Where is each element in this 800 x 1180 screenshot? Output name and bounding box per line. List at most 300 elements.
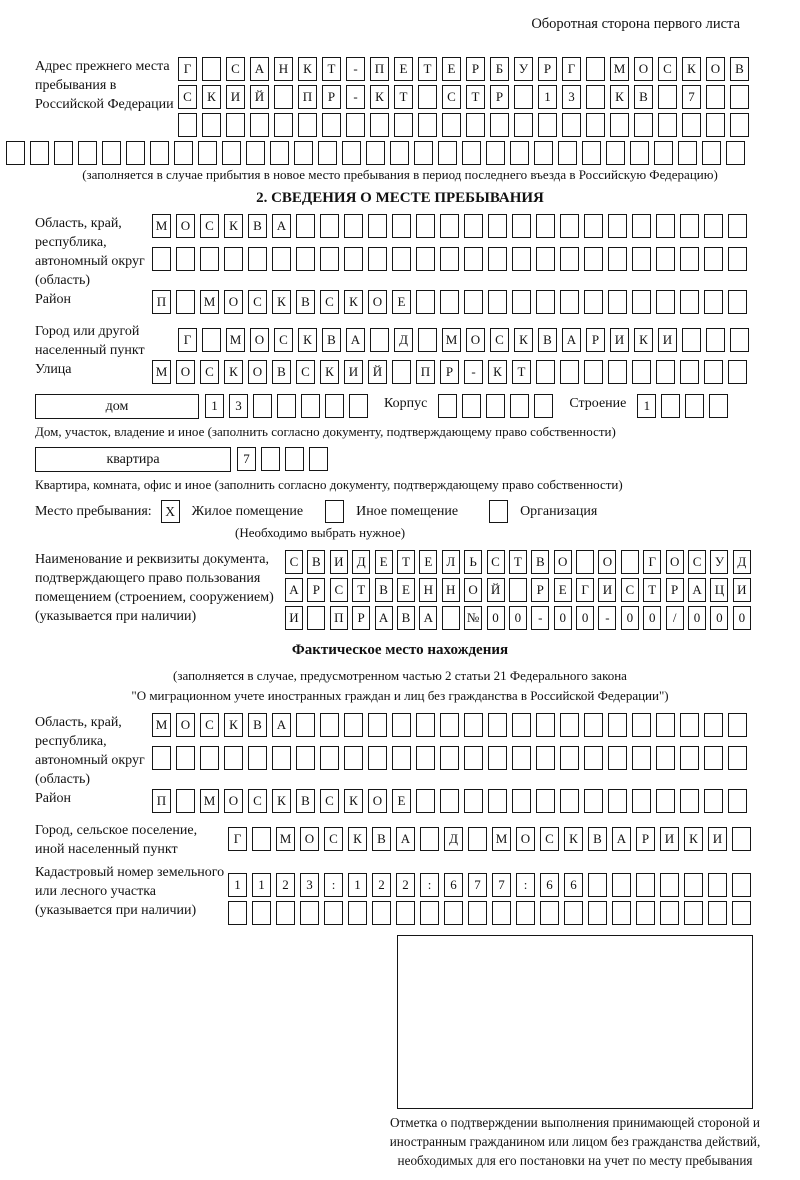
form-cell	[534, 394, 553, 418]
form-cell	[656, 214, 675, 238]
form-cell	[178, 113, 197, 137]
document-row-3	[285, 606, 765, 630]
form-cell: 3	[300, 873, 319, 897]
factual-gorod-label: Город, сельское поселение, иной населенный пункт	[35, 823, 198, 858]
form-cell	[678, 141, 697, 165]
form-cell	[325, 394, 344, 418]
form-cell: П	[298, 85, 317, 109]
form-cell	[416, 290, 435, 314]
form-cell: Е	[419, 550, 437, 574]
form-cell: 0	[733, 606, 751, 630]
form-cell: В	[372, 827, 391, 851]
form-cell	[440, 290, 459, 314]
form-cell	[632, 713, 651, 737]
form-cell: К	[202, 85, 221, 109]
form-cell	[584, 290, 603, 314]
form-cell	[274, 85, 293, 109]
form-cell	[728, 713, 747, 737]
form-cell: Е	[394, 57, 413, 81]
gorod-row	[178, 328, 765, 352]
form-cell	[608, 713, 627, 737]
form-cell: 0	[710, 606, 728, 630]
form-cell: П	[330, 606, 348, 630]
form-cell: -	[346, 57, 365, 81]
form-cell: В	[307, 550, 325, 574]
form-cell	[584, 247, 603, 271]
form-cell	[488, 290, 507, 314]
form-cell: Д	[352, 550, 370, 574]
factual-title: Фактическое место нахождения	[291, 642, 509, 659]
checkbox-organizatsiya	[489, 500, 508, 523]
form-cell: Е	[442, 57, 461, 81]
form-cell	[704, 360, 723, 384]
form-cell: Т	[466, 85, 485, 109]
form-cell	[685, 394, 704, 418]
form-cell: 0	[621, 606, 639, 630]
form-cell	[252, 827, 271, 851]
form-cell	[512, 247, 531, 271]
form-cell	[704, 713, 723, 737]
form-cell: К	[320, 360, 339, 384]
form-cell: Д	[394, 328, 413, 352]
form-cell	[228, 901, 247, 925]
form-cell: В	[296, 789, 315, 813]
form-cell: В	[588, 827, 607, 851]
form-cell	[680, 290, 699, 314]
form-cell: О	[516, 827, 535, 851]
form-cell	[608, 214, 627, 238]
ulitsa-row	[152, 360, 747, 384]
oblast-row-1	[152, 214, 765, 238]
form-cell	[30, 141, 49, 165]
form-cell	[658, 113, 677, 137]
kvartira-cells	[237, 447, 328, 471]
form-cell	[704, 214, 723, 238]
form-cell: О	[300, 827, 319, 851]
form-cell: Р	[586, 328, 605, 352]
form-cell	[732, 901, 751, 925]
form-cell	[512, 746, 531, 770]
form-cell	[660, 901, 679, 925]
form-cell	[418, 113, 437, 137]
form-cell	[536, 360, 555, 384]
kadastr-row-2	[228, 901, 765, 925]
form-cell: Г	[562, 57, 581, 81]
form-cell: С	[490, 328, 509, 352]
form-cell	[684, 901, 703, 925]
form-cell	[708, 873, 727, 897]
form-cell: С	[324, 827, 343, 851]
form-cell	[488, 214, 507, 238]
form-cell	[418, 328, 437, 352]
form-cell	[680, 789, 699, 813]
form-cell: С	[226, 57, 245, 81]
form-cell	[344, 713, 363, 737]
form-cell	[588, 901, 607, 925]
form-cell	[560, 789, 579, 813]
gorod-label: Город или другой населенный пункт	[35, 324, 145, 359]
form-cell: К	[272, 290, 291, 314]
form-cell	[416, 713, 435, 737]
form-cell: 1	[637, 394, 656, 418]
form-cell	[728, 746, 747, 770]
form-cell: -	[464, 360, 483, 384]
form-cell	[728, 290, 747, 314]
form-cell: О	[248, 360, 267, 384]
form-cell	[248, 247, 267, 271]
form-cell	[440, 746, 459, 770]
form-cell: 2	[396, 873, 415, 897]
form-cell	[709, 394, 728, 418]
form-cell	[702, 141, 721, 165]
form-cell: 2	[372, 873, 391, 897]
form-cell: Р	[466, 57, 485, 81]
option-organizatsiya-label: Организация	[520, 503, 598, 519]
form-cell	[296, 214, 315, 238]
form-cell	[272, 746, 291, 770]
form-cell: М	[152, 360, 171, 384]
form-cell	[440, 789, 459, 813]
form-cell	[468, 901, 487, 925]
section2-title: 2. СВЕДЕНИЯ О МЕСТЕ ПРЕБЫВАНИЯ	[256, 190, 544, 206]
form-cell	[488, 789, 507, 813]
form-cell: О	[368, 290, 387, 314]
form-cell	[732, 827, 751, 851]
form-cell: С	[442, 85, 461, 109]
form-cell	[704, 247, 723, 271]
kvartira-caption: Квартира, комната, офис и иное (заполнить согласно документу, подтверждающему право собственности)	[35, 477, 623, 493]
form-cell	[200, 247, 219, 271]
form-cell: Е	[397, 578, 415, 602]
form-cell	[6, 141, 25, 165]
form-cell	[584, 713, 603, 737]
form-cell: К	[224, 214, 243, 238]
form-cell	[654, 141, 673, 165]
form-cell	[680, 247, 699, 271]
form-cell: С	[285, 550, 303, 574]
prev-address-row-3	[178, 113, 765, 137]
kadastr-row-1	[228, 873, 765, 897]
form-cell: 0	[688, 606, 706, 630]
form-cell	[420, 901, 439, 925]
form-cell	[490, 113, 509, 137]
form-cell: Т	[509, 550, 527, 574]
form-cell	[440, 713, 459, 737]
form-cell	[660, 873, 679, 897]
form-cell	[706, 113, 725, 137]
form-cell	[438, 141, 457, 165]
form-cell: И	[660, 827, 679, 851]
form-cell	[368, 214, 387, 238]
form-cell: И	[344, 360, 363, 384]
form-cell: К	[224, 713, 243, 737]
form-cell: Р	[636, 827, 655, 851]
rayon-block	[35, 290, 765, 318]
form-cell: Е	[375, 550, 393, 574]
form-cell	[298, 113, 317, 137]
form-cell	[512, 713, 531, 737]
form-cell	[464, 290, 483, 314]
form-cell	[560, 214, 579, 238]
form-cell	[174, 141, 193, 165]
form-cell: 0	[509, 606, 527, 630]
form-cell: О	[176, 360, 195, 384]
form-cell: Т	[643, 578, 661, 602]
form-cell	[656, 789, 675, 813]
form-cell	[516, 901, 535, 925]
form-cell: К	[344, 290, 363, 314]
form-cell: В	[730, 57, 749, 81]
form-cell: /	[666, 606, 684, 630]
form-cell: И	[658, 328, 677, 352]
form-cell: А	[612, 827, 631, 851]
form-cell	[632, 214, 651, 238]
form-cell: И	[330, 550, 348, 574]
form-cell: О	[466, 328, 485, 352]
form-cell: А	[272, 214, 291, 238]
form-cell: 1	[228, 873, 247, 897]
form-cell	[462, 394, 481, 418]
form-cell	[416, 789, 435, 813]
form-cell	[320, 746, 339, 770]
form-cell	[562, 113, 581, 137]
form-cell	[584, 746, 603, 770]
form-cell	[608, 360, 627, 384]
checkbox-inoe	[325, 500, 344, 523]
form-cell: Д	[444, 827, 463, 851]
form-cell	[444, 901, 463, 925]
form-cell: 3	[562, 85, 581, 109]
form-cell	[462, 141, 481, 165]
form-cell	[348, 901, 367, 925]
form-cell	[344, 214, 363, 238]
form-cell	[322, 113, 341, 137]
prev-address-row-2	[178, 85, 765, 109]
form-cell: И	[226, 85, 245, 109]
form-cell	[730, 85, 749, 109]
form-cell	[309, 447, 328, 471]
korpus-label: Корпус	[384, 396, 428, 412]
form-cell	[270, 141, 289, 165]
form-cell: -	[531, 606, 549, 630]
form-cell: 0	[576, 606, 594, 630]
form-cell: 0	[554, 606, 572, 630]
form-cell	[608, 290, 627, 314]
form-cell	[392, 746, 411, 770]
form-cell	[285, 447, 304, 471]
form-cell	[252, 901, 271, 925]
form-cell: 1	[205, 394, 224, 418]
form-cell	[320, 247, 339, 271]
prev-address-block	[35, 57, 765, 141]
ulitsa-block	[35, 360, 765, 388]
form-cell: В	[634, 85, 653, 109]
form-cell: П	[370, 57, 389, 81]
form-cell	[656, 290, 675, 314]
form-cell: Г	[576, 578, 594, 602]
form-cell: С	[200, 360, 219, 384]
rayon-row	[152, 290, 747, 314]
form-cell	[536, 789, 555, 813]
form-cell: Г	[178, 57, 197, 81]
form-cell	[274, 113, 293, 137]
form-cell: В	[272, 360, 291, 384]
form-cell: 7	[468, 873, 487, 897]
form-cell	[534, 141, 553, 165]
form-cell	[224, 746, 243, 770]
form-cell	[656, 247, 675, 271]
form-cell	[368, 713, 387, 737]
document-row-2	[285, 578, 765, 602]
form-cell: -	[598, 606, 616, 630]
form-cell	[296, 746, 315, 770]
form-cell	[636, 901, 655, 925]
factual-note-1: (заполняется в случае, предусмотренном частью 2 статьи 21 Федерального закона	[173, 668, 627, 684]
form-cell: С	[688, 550, 706, 574]
option-zhiloe-label: Жилое помещение	[191, 503, 304, 519]
form-cell	[576, 550, 594, 574]
form-cell	[464, 789, 483, 813]
form-cell	[488, 713, 507, 737]
form-cell: 7	[237, 447, 256, 471]
form-cell	[320, 713, 339, 737]
form-cell	[344, 746, 363, 770]
form-cell: П	[152, 290, 171, 314]
form-cell: К	[682, 57, 701, 81]
form-cell: К	[610, 85, 629, 109]
form-cell	[392, 360, 411, 384]
form-cell: О	[224, 789, 243, 813]
form-cell	[253, 394, 272, 418]
mesto-note: (Необходимо выбрать нужное)	[235, 525, 406, 541]
form-cell	[296, 713, 315, 737]
form-cell: И	[610, 328, 629, 352]
ulitsa-label: Улица	[35, 362, 72, 378]
form-cell	[416, 746, 435, 770]
form-cell: А	[250, 57, 269, 81]
form-cell	[152, 247, 171, 271]
form-cell: У	[514, 57, 533, 81]
form-cell	[486, 394, 505, 418]
form-cell	[732, 873, 751, 897]
gorod-block	[35, 322, 765, 360]
form-cell	[198, 141, 217, 165]
factual-note-2: "О миграционном учете иностранных граждан и лиц без гражданства в Российской Федерации")	[131, 687, 669, 703]
form-cell	[512, 290, 531, 314]
stamp-box	[397, 935, 753, 1109]
factual-rayon-label: Район	[35, 791, 71, 807]
form-cell	[250, 113, 269, 137]
form-cell: М	[200, 789, 219, 813]
form-cell: С	[178, 85, 197, 109]
form-cell: Г	[643, 550, 661, 574]
form-cell	[514, 85, 533, 109]
form-cell	[486, 141, 505, 165]
form-cell: С	[621, 578, 639, 602]
form-cell	[200, 746, 219, 770]
form-cell	[704, 789, 723, 813]
form-cell: О	[224, 290, 243, 314]
form-cell: С	[248, 789, 267, 813]
form-cell	[342, 141, 361, 165]
form-cell	[346, 113, 365, 137]
form-cell: М	[442, 328, 461, 352]
form-cell	[536, 713, 555, 737]
form-cell	[226, 113, 245, 137]
form-cell	[301, 394, 320, 418]
form-cell	[612, 901, 631, 925]
form-cell	[202, 328, 221, 352]
form-cell	[294, 141, 313, 165]
form-cell	[276, 901, 295, 925]
factual-oblast-label: Область, край, республика, автономный округ (область)	[35, 715, 145, 788]
form-cell	[560, 746, 579, 770]
stamp-caption: Отметка о подтверждении выполнения принимающей стороной и иностранным гражданином или лицом без гражданства действий, необходимых для его постановки на учет по месту пребывания	[389, 1115, 761, 1168]
form-cell: :	[420, 873, 439, 897]
form-cell: М	[276, 827, 295, 851]
form-cell: К	[488, 360, 507, 384]
form-cell	[582, 141, 601, 165]
form-cell: Р	[531, 578, 549, 602]
form-cell: П	[416, 360, 435, 384]
form-cell	[300, 901, 319, 925]
form-cell	[438, 394, 457, 418]
kvartira-block	[35, 447, 765, 475]
form-cell: О	[368, 789, 387, 813]
form-cell	[584, 789, 603, 813]
form-cell	[320, 214, 339, 238]
kvartira-box: квартира	[35, 447, 231, 472]
form-cell: О	[464, 578, 482, 602]
form-cell	[728, 247, 747, 271]
form-cell: В	[296, 290, 315, 314]
factual-rayon-row	[152, 789, 747, 813]
form-cell	[176, 290, 195, 314]
form-cell: М	[152, 214, 171, 238]
form-cell: А	[688, 578, 706, 602]
form-cell: В	[538, 328, 557, 352]
form-cell: 2	[276, 873, 295, 897]
form-cell	[661, 394, 680, 418]
form-cell: А	[346, 328, 365, 352]
form-cell	[396, 901, 415, 925]
form-cell	[608, 746, 627, 770]
form-cell: А	[562, 328, 581, 352]
form-cell: М	[610, 57, 629, 81]
prev-address-caption: (заполняется в случае прибытия в новое место пребывания в период последнего въезда в Российскую Федерацию)	[82, 167, 718, 182]
form-cell	[584, 214, 603, 238]
form-cell: С	[330, 578, 348, 602]
form-cell: К	[514, 328, 533, 352]
form-cell: К	[272, 789, 291, 813]
form-cell: М	[152, 713, 171, 737]
form-cell	[680, 360, 699, 384]
form-cell	[730, 328, 749, 352]
form-cell	[126, 141, 145, 165]
form-cell: -	[346, 85, 365, 109]
form-cell	[440, 214, 459, 238]
document-label: Наименование и реквизиты документа, подтверждающего право пользования помещением (строением, сооружением) (указывается при наличии)	[35, 552, 274, 625]
form-cell	[392, 214, 411, 238]
form-cell: О	[634, 57, 653, 81]
form-cell: 1	[252, 873, 271, 897]
form-cell	[277, 394, 296, 418]
dom-caption: Дом, участок, владение и иное (заполнить согласно документу, подтверждающему право собственности)	[35, 424, 616, 440]
form-cell: О	[598, 550, 616, 574]
form-cell	[418, 85, 437, 109]
factual-oblast-block	[35, 713, 765, 789]
form-cell: М	[226, 328, 245, 352]
